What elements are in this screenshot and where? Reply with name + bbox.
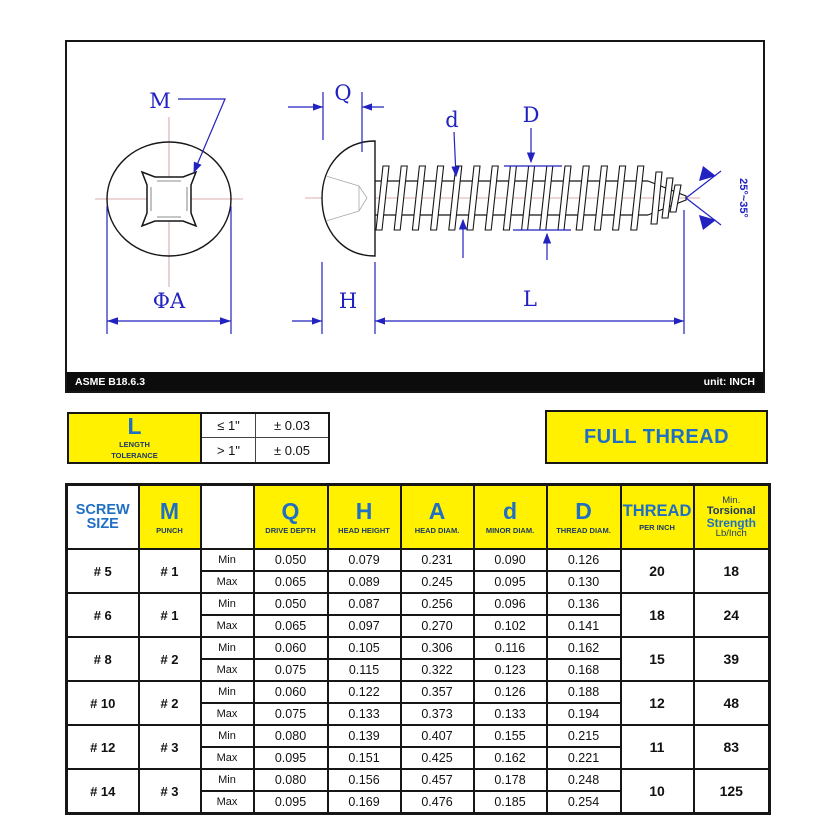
value-cell: 0.126 <box>547 549 621 571</box>
min-label: Min <box>201 681 254 703</box>
value-cell: 0.194 <box>547 703 621 725</box>
header-head-height: H HEAD HEIGHT <box>328 485 401 550</box>
value-cell: 0.322 <box>401 659 474 681</box>
header-thread-diam: D THREAD DIAM. <box>547 485 621 550</box>
value-cell: 0.115 <box>328 659 401 681</box>
full-thread-banner <box>545 410 768 464</box>
punch-size: # 2 <box>139 637 201 681</box>
length-tolerance-box <box>67 412 330 464</box>
value-cell: 0.168 <box>547 659 621 681</box>
thread-blades <box>376 166 681 230</box>
label-thread-diam: D <box>522 103 540 127</box>
tolerance-condition-2: > 1" <box>202 438 256 462</box>
header-torsional-strength: Min. Torsional Strength Lb/Inch <box>694 485 770 550</box>
value-cell: 0.090 <box>474 549 547 571</box>
threads-per-inch: 15 <box>621 637 694 681</box>
value-cell: 0.080 <box>254 725 328 747</box>
value-cell: 0.133 <box>474 703 547 725</box>
tolerance-condition-1: ≤ 1" <box>202 414 256 438</box>
min-label: Min <box>201 769 254 791</box>
value-cell: 0.105 <box>328 637 401 659</box>
technical-drawing-frame <box>65 40 765 393</box>
torsional-strength: 39 <box>694 637 770 681</box>
threads-per-inch: 12 <box>621 681 694 725</box>
dimension-arrowheads <box>107 103 716 324</box>
value-cell: 0.457 <box>401 769 474 791</box>
value-cell: 0.097 <box>328 615 401 637</box>
torsional-strength: 18 <box>694 549 770 593</box>
tolerance-symbol: L <box>127 413 142 440</box>
value-cell: 0.188 <box>547 681 621 703</box>
screw-size: # 10 <box>67 681 139 725</box>
header-head-diam: A HEAD DIAM. <box>401 485 474 550</box>
value-cell: 0.050 <box>254 593 328 615</box>
value-cell: 0.245 <box>401 571 474 593</box>
value-cell: 0.126 <box>474 681 547 703</box>
value-cell: 0.254 <box>547 791 621 814</box>
value-cell: 0.075 <box>254 703 328 725</box>
threads-per-inch: 10 <box>621 769 694 814</box>
value-cell: 0.215 <box>547 725 621 747</box>
value-cell: 0.248 <box>547 769 621 791</box>
punch-size: # 3 <box>139 725 201 769</box>
value-cell: 0.065 <box>254 615 328 637</box>
value-cell: 0.407 <box>401 725 474 747</box>
header-punch: M PUNCH <box>139 485 201 550</box>
value-cell: 0.185 <box>474 791 547 814</box>
header-thread-per-inch: THREAD PER INCH <box>621 485 694 550</box>
max-label: Max <box>201 571 254 593</box>
header-drive-depth: Q DRIVE DEPTH <box>254 485 328 550</box>
max-label: Max <box>201 615 254 637</box>
header-blank <box>201 485 254 550</box>
value-cell: 0.256 <box>401 593 474 615</box>
value-cell: 0.169 <box>328 791 401 814</box>
tolerance-value-1: ± 0.03 <box>256 414 328 438</box>
label-recess: M <box>149 89 171 113</box>
standard-bar <box>67 372 763 391</box>
value-cell: 0.178 <box>474 769 547 791</box>
max-label: Max <box>201 703 254 725</box>
value-cell: 0.123 <box>474 659 547 681</box>
label-length: L <box>523 287 537 311</box>
screw-size: # 5 <box>67 549 139 593</box>
screw-side-view <box>322 141 686 256</box>
value-cell: 0.096 <box>474 593 547 615</box>
label-point-angle: 25°~35° <box>737 178 749 218</box>
standard-label: ASME B18.6.3 <box>75 375 146 388</box>
punch-size: # 1 <box>139 549 201 593</box>
value-cell: 0.087 <box>328 593 401 615</box>
value-cell: 0.060 <box>254 637 328 659</box>
screw-size: # 14 <box>67 769 139 814</box>
tolerance-symbol-cell <box>69 414 202 462</box>
tolerance-caption: LENGTH TOLERANCE <box>111 440 158 460</box>
value-cell: 0.141 <box>547 615 621 637</box>
header-screw-size: SCREW SIZE <box>67 485 139 550</box>
screw-size: # 12 <box>67 725 139 769</box>
max-label: Max <box>201 659 254 681</box>
value-cell: 0.079 <box>328 549 401 571</box>
punch-size: # 2 <box>139 681 201 725</box>
screw-size: # 8 <box>67 637 139 681</box>
value-cell: 0.080 <box>254 769 328 791</box>
label-head-height: H <box>338 289 358 313</box>
punch-size: # 1 <box>139 593 201 637</box>
value-cell: 0.156 <box>328 769 401 791</box>
table-header-row <box>67 485 770 550</box>
value-cell: 0.130 <box>547 571 621 593</box>
value-cell: 0.060 <box>254 681 328 703</box>
torsional-strength: 83 <box>694 725 770 769</box>
full-thread-label: FULL THREAD <box>583 425 730 448</box>
value-cell: 0.151 <box>328 747 401 769</box>
value-cell: 0.373 <box>401 703 474 725</box>
value-cell: 0.221 <box>547 747 621 769</box>
threads-per-inch: 20 <box>621 549 694 593</box>
value-cell: 0.425 <box>401 747 474 769</box>
label-drive-depth: Q <box>334 81 352 105</box>
value-cell: 0.075 <box>254 659 328 681</box>
value-cell: 0.065 <box>254 571 328 593</box>
value-cell: 0.155 <box>474 725 547 747</box>
value-cell: 0.306 <box>401 637 474 659</box>
screw-drawing <box>67 42 763 372</box>
value-cell: 0.050 <box>254 549 328 571</box>
table-row <box>67 769 770 791</box>
value-cell: 0.116 <box>474 637 547 659</box>
screw-size: # 6 <box>67 593 139 637</box>
phillips-recess <box>142 172 196 226</box>
max-label: Max <box>201 791 254 814</box>
value-cell: 0.270 <box>401 615 474 637</box>
header-minor-diam: d MINOR DIAM. <box>474 485 547 550</box>
value-cell: 0.139 <box>328 725 401 747</box>
value-cell: 0.133 <box>328 703 401 725</box>
min-label: Min <box>201 549 254 571</box>
table-row <box>67 725 770 747</box>
label-head-diam: ΦA <box>152 289 186 313</box>
min-label: Min <box>201 725 254 747</box>
table-row <box>67 681 770 703</box>
value-cell: 0.136 <box>547 593 621 615</box>
torsional-strength: 24 <box>694 593 770 637</box>
table-row <box>67 637 770 659</box>
unit-label: unit: INCH <box>703 375 755 388</box>
value-cell: 0.102 <box>474 615 547 637</box>
spec-table <box>65 483 771 815</box>
value-cell: 0.162 <box>547 637 621 659</box>
min-label: Min <box>201 593 254 615</box>
value-cell: 0.162 <box>474 747 547 769</box>
value-cell: 0.089 <box>328 571 401 593</box>
table-row <box>67 549 770 571</box>
value-cell: 0.095 <box>254 747 328 769</box>
threads-per-inch: 18 <box>621 593 694 637</box>
label-minor-diam: d <box>445 108 459 132</box>
value-cell: 0.476 <box>401 791 474 814</box>
value-cell: 0.095 <box>474 571 547 593</box>
table-row <box>67 593 770 615</box>
min-label: Min <box>201 637 254 659</box>
max-label: Max <box>201 747 254 769</box>
punch-size: # 3 <box>139 769 201 814</box>
threads-per-inch: 11 <box>621 725 694 769</box>
tolerance-value-2: ± 0.05 <box>273 442 311 458</box>
value-cell: 0.095 <box>254 791 328 814</box>
torsional-strength: 48 <box>694 681 770 725</box>
torsional-strength: 125 <box>694 769 770 814</box>
value-cell: 0.357 <box>401 681 474 703</box>
value-cell: 0.122 <box>328 681 401 703</box>
value-cell: 0.231 <box>401 549 474 571</box>
